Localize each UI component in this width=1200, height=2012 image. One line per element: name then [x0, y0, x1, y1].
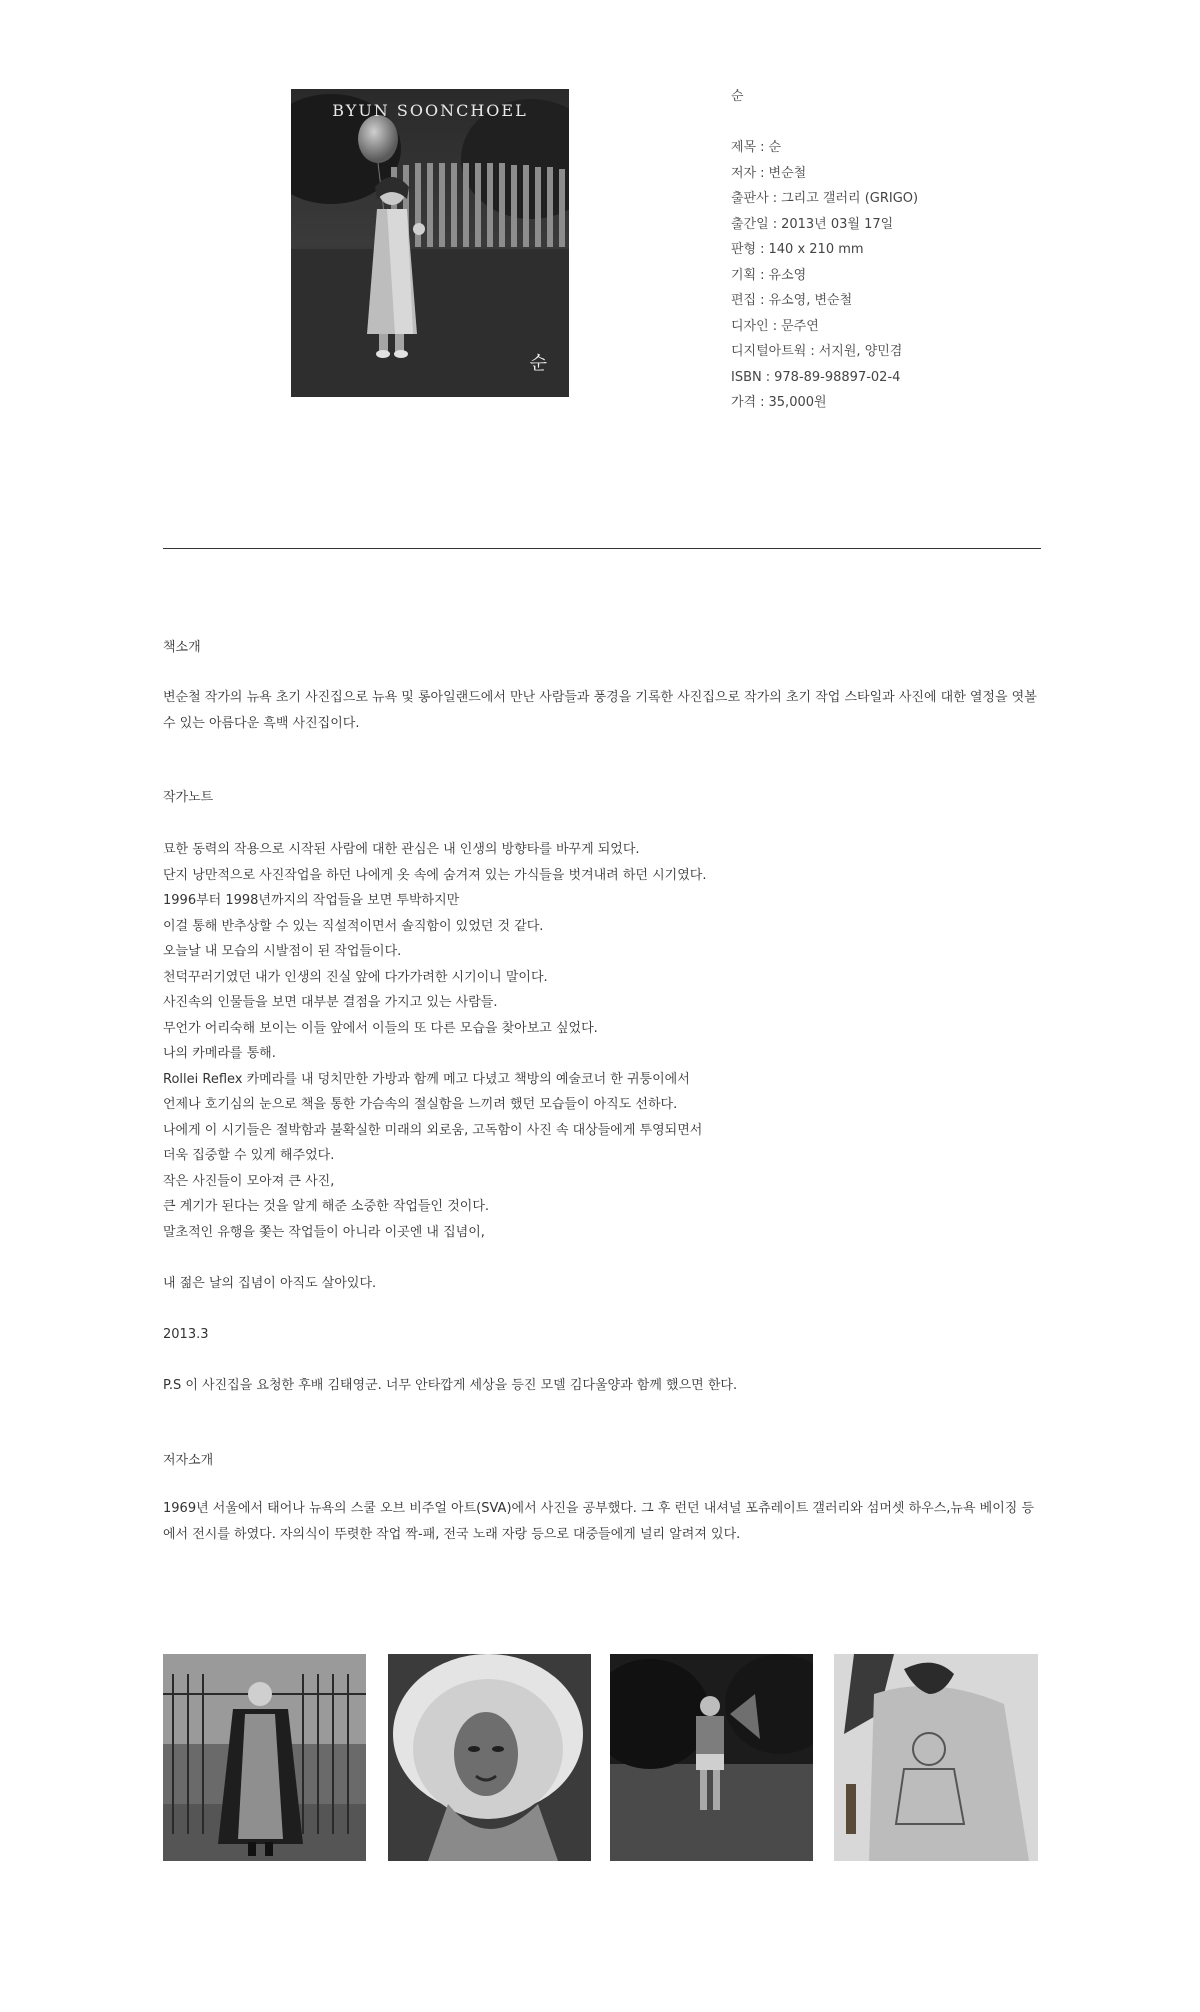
book-info [731, 87, 918, 416]
info-label: 디자인 [731, 318, 769, 334]
note-line: 천덕꾸러기였던 내가 인생의 진실 앞에 다가가려한 시기이니 말이다. [163, 969, 548, 985]
info-separator: : [772, 216, 778, 232]
note-line: 언제나 호기심의 눈으로 책을 통한 가슴속의 절실함을 느끼려 했던 모습들이 아직도 선하다. [163, 1097, 678, 1112]
info-value: 978-89-98897-02-4 [774, 369, 901, 385]
info-value: 서지원, 양민겸 [818, 344, 903, 359]
note-line: 말초적인 유행을 쫓는 작업들이 아니라 이곳엔 내 집념이, [163, 1224, 485, 1240]
book-cover-image [291, 89, 569, 397]
info-row-design [731, 314, 918, 340]
info-value: 140 x 210 mm [768, 242, 864, 257]
note-line: 2013.3 [163, 1326, 209, 1342]
info-label: 저자 [731, 165, 757, 181]
book-info-title: 순 [731, 89, 744, 104]
info-label: 가격 [731, 395, 757, 410]
info-value: 그리고 갤러리 (GRIGO) [781, 191, 919, 206]
info-separator: : [760, 140, 765, 155]
info-row-editing [731, 288, 918, 314]
note-line: 1996부터 1998년까지의 작업들을 보면 투박하지만 [163, 893, 460, 908]
info-separator: : [760, 293, 765, 308]
info-value: 변순철 [768, 165, 807, 181]
sample-photo-3 [610, 1654, 813, 1861]
info-label: ISBN [731, 369, 762, 385]
info-row-pub-date [731, 212, 918, 238]
info-value: 35,000원 [768, 395, 827, 410]
photo-woman-park-art [610, 1654, 813, 1861]
note-line: 사진속의 인물들을 보면 대부분 결점을 가지고 있는 사람들. [163, 995, 498, 1010]
sample-photo-2 [388, 1654, 591, 1861]
note-line [163, 1347, 1043, 1373]
note-line: 내 젊은 날의 집념이 아직도 살아있다. [163, 1275, 377, 1291]
info-row-planning [731, 263, 918, 289]
note-line: 이걸 통해 반추상할 수 있는 직설적이면서 솔직함이 있었던 것 같다. [163, 918, 544, 934]
author-intro-text: 1969년 서울에서 태어나 뉴욕의 스쿨 오브 비주얼 아트(SVA)에서 사진을 공부했다. 그 후 런던 내셔널 포츄레이트 갤러리와 섬머셋 하우스,뉴욕 베이징 등에서 전시를 하였다. 자의식이 뚜렷한 작업 짝-패, 전국 노래 자랑 등으로 대중들에게 널리 알려져 있다. [163, 1501, 1035, 1542]
section-divider [163, 548, 1041, 549]
note-line: 단지 낭만적으로 사진작업을 하던 나에게 옷 속에 숨겨져 있는 가식들을 벗겨내려 하던 시기였다. [163, 867, 707, 883]
book-intro-text: 변순철 작가의 뉴욕 초기 사진집으로 뉴욕 및 롱아일랜드에서 만난 사람들과 풍경을 기록한 사진집으로 작가의 초기 작업 스타일과 사진에 대한 열정을 엿볼 수 있는 아름다운 흑백 사진집이다. [163, 690, 1037, 731]
info-separator: : [760, 267, 765, 283]
info-separator: : [772, 318, 778, 334]
info-separator: : [760, 242, 765, 257]
sample-photo-4 [834, 1654, 1038, 1861]
info-row-price [731, 390, 918, 416]
info-label: 판형 [731, 242, 757, 257]
info-label: 디지털아트웍 [731, 344, 807, 359]
photo-woman-cape-art [163, 1654, 366, 1861]
book-intro-heading: 책소개 [163, 640, 201, 655]
info-value: 순 [768, 140, 782, 155]
info-row-digital-artwork [731, 339, 918, 365]
info-value: 유소영 [768, 267, 807, 283]
note-line: 더욱 집중할 수 있게 해주었다. [163, 1148, 335, 1163]
info-row-publisher [731, 186, 918, 212]
note-line: 큰 계기가 된다는 것을 알게 해준 소중한 작업들인 것이다. [163, 1199, 490, 1214]
note-line: 나의 카메라를 통해. [163, 1046, 276, 1061]
note-line: 작은 사진들이 모아져 큰 사진, [163, 1173, 335, 1189]
info-value: 유소영, 변순철 [768, 293, 853, 308]
note-line: 묘한 동력의 작용으로 시작된 사람에 대한 관심은 내 인생의 방향타를 바꾸게 되었다. [163, 842, 640, 857]
info-separator: : [810, 344, 815, 359]
note-line: 무언가 어리숙해 보이는 이들 앞에서 이들의 또 다른 모습을 찾아보고 싶었다. [163, 1020, 598, 1036]
info-label: 기획 [731, 267, 757, 283]
cover-author-text: BYUN SOONCHOEL [332, 101, 528, 120]
author-intro-heading: 저자소개 [163, 1453, 214, 1468]
info-row-format [731, 237, 918, 263]
info-label: 제목 [731, 140, 757, 155]
note-line: P.S 이 사진집을 요청한 후배 김태영군. 너무 안타깝게 세상을 등진 모델 김다울양과 함께 했으면 한다. [163, 1377, 738, 1393]
photo-tattooed-back-art [834, 1654, 1038, 1861]
info-separator: : [760, 395, 765, 410]
note-line [163, 1245, 1043, 1271]
cover-photo-art [291, 89, 569, 397]
info-value: 문주연 [781, 318, 819, 334]
note-line [163, 1296, 1043, 1322]
note-line: 오늘날 내 모습의 시발점이 된 작업들이다. [163, 944, 402, 959]
info-separator: : [760, 165, 765, 181]
info-label: 출판사 [731, 191, 769, 206]
info-row-author [731, 161, 918, 187]
info-row-title [731, 135, 918, 161]
note-line: Rollei Reflex 카메라를 내 덩치만한 가방과 함께 메고 다녔고 책방의 예술코너 한 귀퉁이에서 [163, 1071, 690, 1087]
info-label: 편집 [731, 293, 757, 308]
photo-feather-headdress-art [388, 1654, 591, 1861]
info-separator: : [765, 369, 771, 385]
artist-note-heading: 작가노트 [163, 790, 214, 805]
info-value: 2013년 03월 17일 [781, 216, 894, 232]
info-separator: : [772, 191, 778, 206]
artist-note-text [163, 837, 1043, 1398]
info-label: 출간일 [731, 216, 769, 232]
cover-title-text: 순 [529, 353, 547, 374]
sample-photo-1 [163, 1654, 366, 1861]
note-line: 나에게 이 시기들은 절박함과 불확실한 미래의 외로움, 고독함이 사진 속 대상들에게 투영되면서 [163, 1122, 703, 1138]
info-row-isbn [731, 365, 918, 391]
